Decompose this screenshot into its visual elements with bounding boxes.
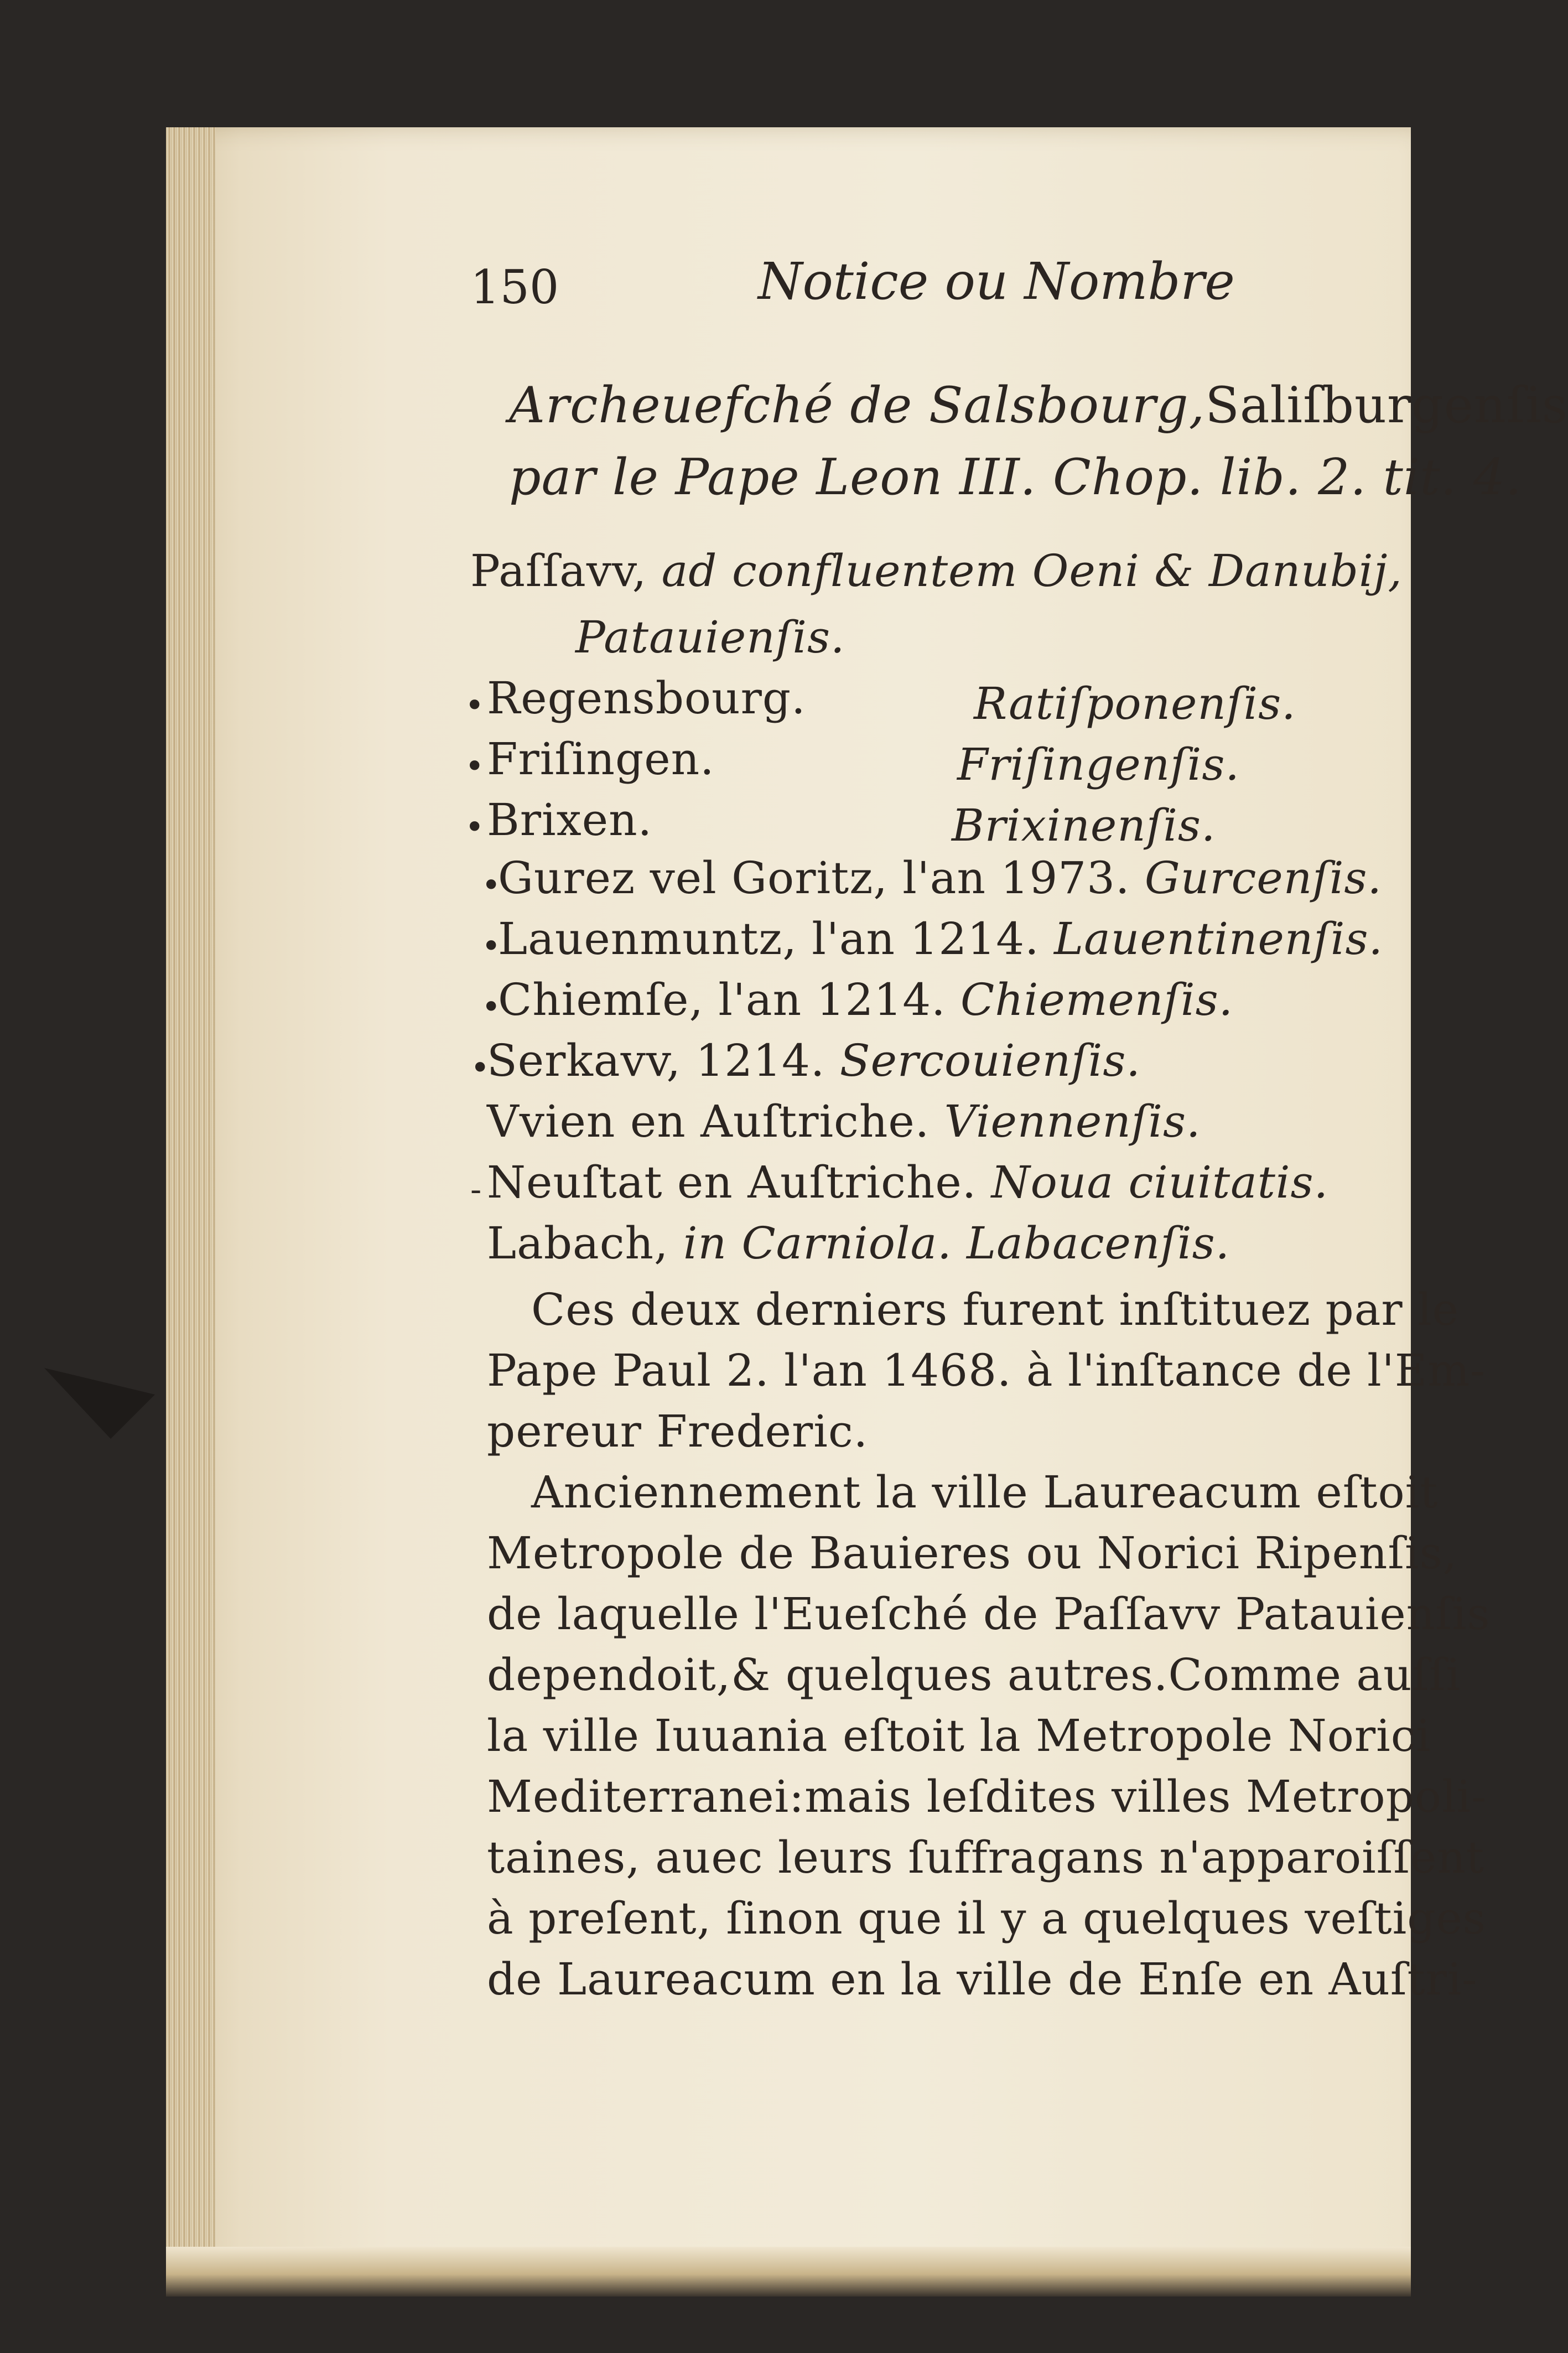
entry-vvien (487, 1096, 1201, 1147)
entry-latin: ad confluentem Oeni & Danubij, (661, 545, 1403, 597)
entry-name: Serkavv, 1214. (487, 1035, 825, 1086)
marginal-mark: • (465, 808, 485, 847)
marginal-mark: - (470, 1170, 482, 1209)
entry-name: Labach, (487, 1217, 669, 1269)
heading-line-2: par le Pape Leon III. Chop. lib. 2. tit. 4. (509, 448, 1522, 506)
entry-serkavv (487, 1035, 1141, 1086)
entry-passau-latin: Patauienſis. (575, 611, 845, 663)
entry-latin: Noua ciuitatis. (991, 1157, 1328, 1208)
entry-name: Paſſavv, (470, 545, 647, 597)
paragraph-2-line-6: Mediterranei:mais leſdites villes Metropoli- (487, 1771, 1487, 1822)
paragraph-2-line-7: taines, auec leurs ſuffragans n'apparoiſſent (487, 1832, 1484, 1883)
marginal-mark: • (465, 686, 485, 725)
entry-neustat (487, 1157, 1328, 1208)
heading-roman: Saliſburgenſis (1205, 376, 1568, 434)
entry-gurez (498, 852, 1382, 904)
entry-latin: Gurcenſis. (1144, 852, 1382, 904)
entry-chiemse (498, 974, 1233, 1025)
marginal-mark: • (470, 1049, 490, 1087)
marginal-mark: • (481, 927, 501, 966)
marginal-mark: • (481, 866, 501, 905)
paragraph-2-line-2: Metropole de Bauieres ou Norici Ripenſis, (487, 1527, 1458, 1579)
entry-name: Chiemſe, l'an 1214. (498, 974, 946, 1025)
paragraph-2-line-1: Anciennement la ville Laureacum eſtoit (531, 1466, 1439, 1518)
entry-name: Neuſtat en Auſtriche. (487, 1157, 977, 1208)
marginal-mark: • (465, 747, 485, 786)
entry-lauenmuntz (498, 913, 1383, 965)
entry-passau (470, 545, 1403, 597)
entry-latin: Lauentinenſis. (1053, 913, 1383, 965)
page-edge (166, 127, 216, 2285)
paragraph-2-line-9: de Laureacum en la ville de Enſe en Auſtri- (487, 1953, 1478, 2005)
paragraph-2-line-3: de laquelle l'Eueſché de Paſſavv Patauienſis (487, 1588, 1491, 1640)
paragraph-1-line-1: Ces deux derniers furent inſtituez par le (531, 1284, 1460, 1335)
entry-latin: Sercouienſis. (839, 1035, 1141, 1086)
entry-labach (487, 1217, 1230, 1269)
entry-frisingen-latin: Friſingenſis. (957, 739, 1240, 790)
entry-name: Lauenmuntz, l'an 1214. (498, 913, 1040, 965)
entry-brixen-latin: Brixinenſis. (952, 800, 1216, 851)
entry-brixen: Brixen. (487, 794, 653, 846)
page-number: 150 (470, 260, 559, 314)
entry-latin: Chiemenſis. (960, 974, 1234, 1025)
entry-frisingen: Friſingen. (487, 733, 715, 785)
paragraph-2-line-8: à preſent, ſinon que il y a quelques veſtiges (487, 1893, 1486, 1944)
entry-latin: in Carniola. Labacenſis. (683, 1217, 1230, 1269)
marginal-mark: • (481, 988, 501, 1027)
entry-latin: Viennenſis. (944, 1096, 1201, 1147)
running-header: Notice ou Nombre (758, 252, 1235, 311)
heading-line-1 (509, 376, 1568, 434)
entry-regensbourg-latin: Ratiſponenſis. (974, 678, 1296, 729)
paragraph-1-line-3: pereur Frederic. (487, 1406, 869, 1457)
entry-name: Gurez vel Goritz, l'an 1973. (498, 852, 1130, 904)
heading-italic: Archeuefché de Salsbourg, (509, 376, 1206, 434)
entry-name: Vvien en Auſtriche. (487, 1096, 930, 1147)
paragraph-2-line-4: dependoit,& quelques autres.Comme auſſi (487, 1649, 1461, 1701)
paragraph-2-line-5: la ville Iuuania eſtoit la Metropole Norici (487, 1710, 1431, 1761)
paragraph-1-line-2: Pape Paul 2. l'an 1468. à l'inſtance de l'Em- (487, 1345, 1486, 1396)
entry-regensbourg: Regensbourg. (487, 672, 806, 724)
torn-paper-fragment (44, 1350, 155, 1439)
page-bottom-edge (166, 2247, 1411, 2297)
